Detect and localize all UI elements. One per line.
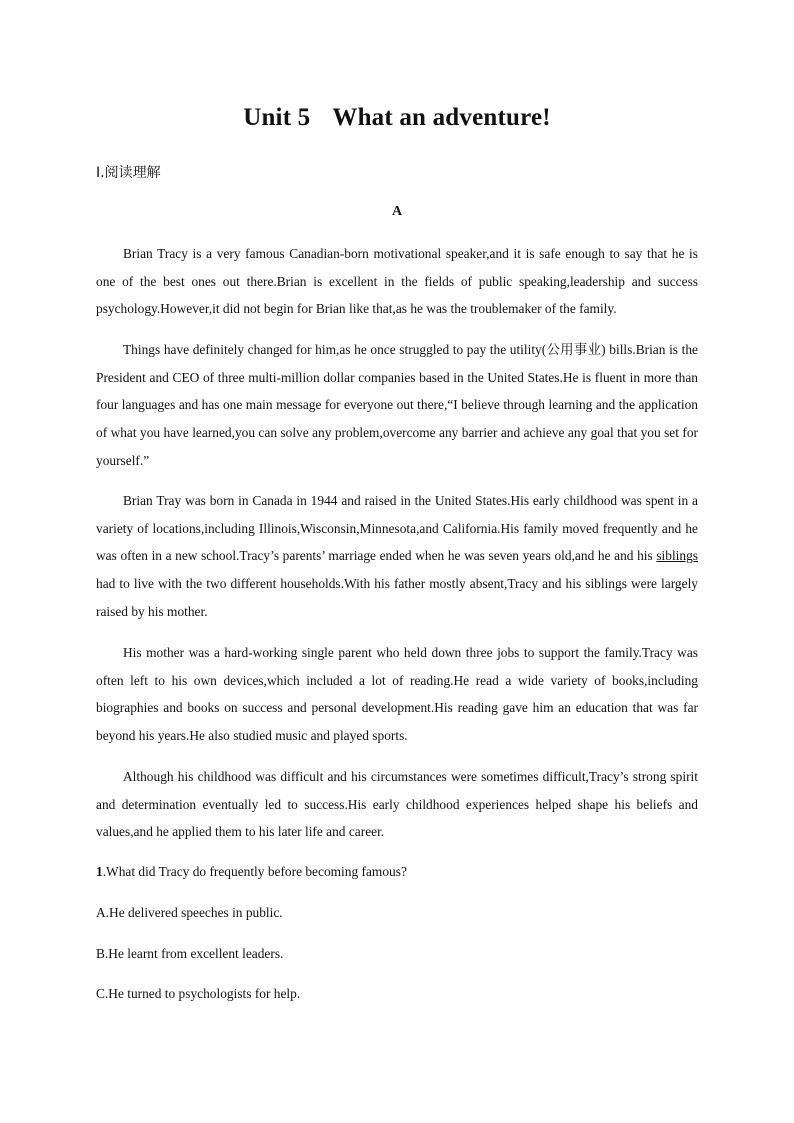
paragraph-5-text: Although his childhood was difficult and his circumstances were sometimes difficult,Tracy’s strong spirit and determination eventually led to success.His early childhood experiences helped shape his beliefs and values,and he applied them to his later life and career. [96,769,698,840]
paragraph-3-text-end: had to live with the two different households.With his father mostly absent,Tracy and his siblings were largely raised by his mother. [96,576,698,619]
paragraph-4 [96,639,698,750]
passage-label: A [391,204,403,219]
paragraph-3-text-start: Brian Tray was born in Canada in 1944 and raised in the United States.His early childhood was spent in a variety of locations,including Illinois,Wisconsin,Minnesota,and California.His family moved frequently and he was often in a new school.Tracy’s parents’ marriage ended when he was seven years old,and he and his [96,493,698,564]
question-text: .What did Tracy do frequently before becoming famous? [102,864,407,879]
question-number: 1 [96,864,103,879]
option-c: C.He turned to psychologists for help. [96,986,301,1001]
question-stem [96,864,407,880]
option-b: B.He learnt from excellent leaders. [96,946,284,961]
unit-number: Unit 5 [243,104,311,131]
paragraph-1 [96,240,698,323]
unit-name: What an adventure! [332,104,551,131]
paragraph-2 [96,336,698,475]
paragraph-3 [96,487,698,626]
paragraph-1-text: Brian Tracy is a very famous Canadian-born motivational speaker,and it is safe enough to say that he is one of the best ones out there.Brian is excellent in the fields of public speaking,leadership and success psychology.However,it did not begin for Brian like that,as he was the troublemaker of the family. [96,246,698,317]
paragraph-2-text: Things have definitely changed for him,as he once struggled to pay the utility(公用事业) bills.Brian is the President and CEO of three multi-million dollar companies based in the United States.He is fluent in more than four languages and has one main message for everyone out there,“I believe through learning and the application of what you have learned,you can solve any problem,overcome any barrier and achieve any goal that you set for yourself.” [96,342,698,468]
section-heading: Ⅰ.阅读理解 [96,165,161,181]
paragraph-5 [96,763,698,846]
option-a: A.He delivered speeches in public. [96,905,283,920]
underlined-word: siblings [656,548,698,564]
paragraph-4-text: His mother was a hard-working single parent who held down three jobs to support the family.Tracy was often left to his own devices,which included a lot of reading.He read a wide variety of books,including biographies and books on success and personal development.His reading gave him an education that was far beyond his years.He also studied music and played sports. [96,645,698,744]
page-title [0,104,794,132]
